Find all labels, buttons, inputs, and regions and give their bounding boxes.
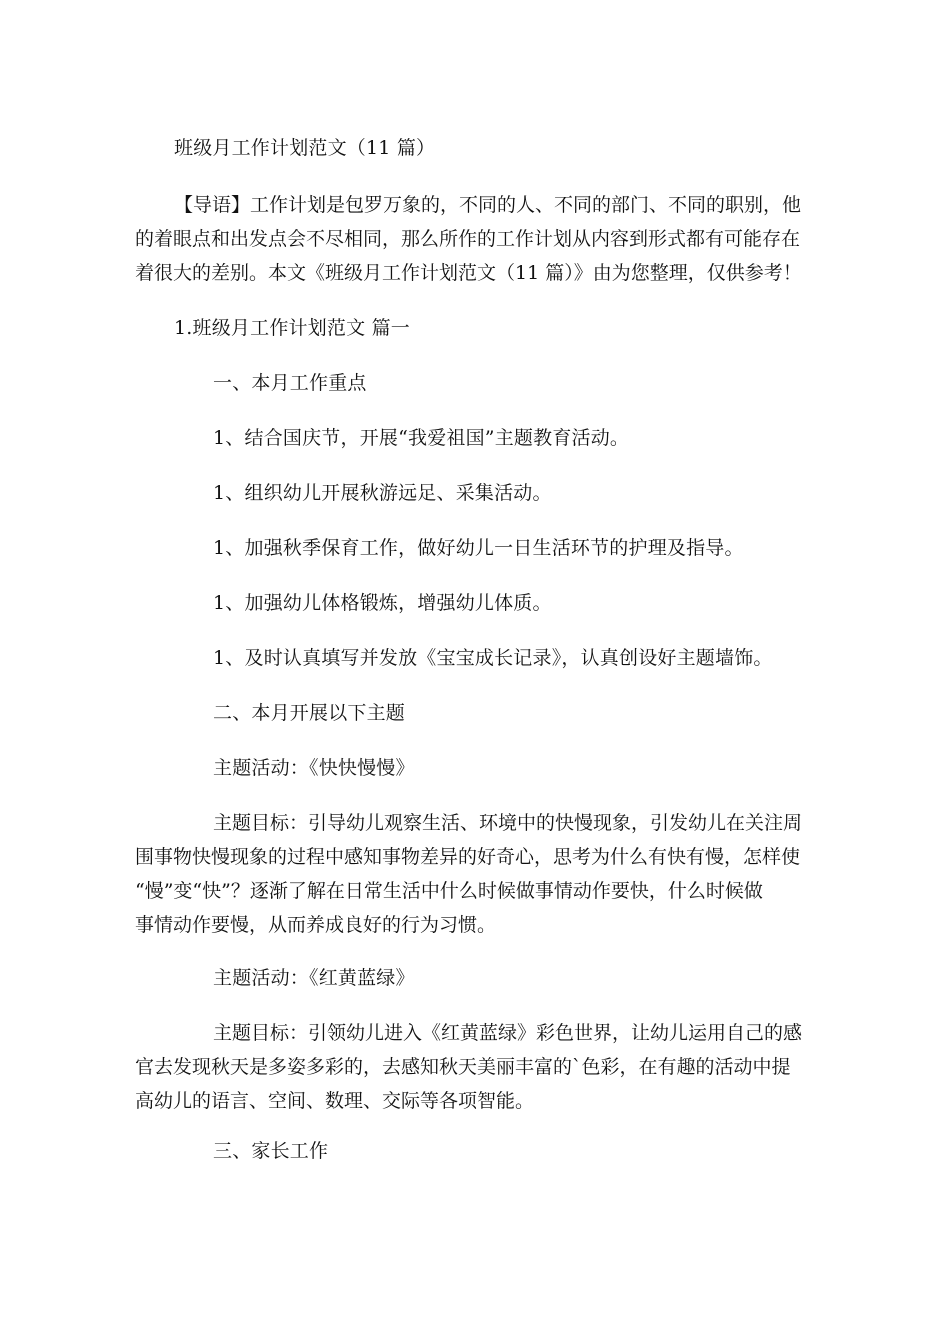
theme1-title: 主题活动：《快快慢慢》 — [213, 757, 415, 779]
list-item: 1、加强幼儿体格锻炼，增强幼儿体质。 — [213, 592, 552, 614]
theme2-goal-cont — [135, 1050, 791, 1118]
theme2-goal-line: 高幼儿的语言、空间、数理、交际等各项智能。 — [135, 1090, 535, 1112]
intro-line: 的着眼点和出发点会不尽相同，那么所作的工作计划从内容到形式都有可能存在 — [135, 228, 801, 250]
document-title: 班级月工作计划范文（11 篇） — [174, 137, 436, 159]
theme2-goal-line: 官去发现秋天是多姿多彩的，去感知秋天美丽丰富的`色彩，在有趣的活动中提 — [135, 1056, 791, 1078]
intro-paragraph — [174, 188, 801, 222]
theme2-goal — [213, 1016, 802, 1050]
part3-heading: 三、家长工作 — [213, 1140, 329, 1162]
theme1-goal-line: “慢”变“快”？逐渐了解在日常生活中什么时候做事情动作要快，什么时候做 — [135, 880, 763, 902]
part1-heading: 一、本月工作重点 — [213, 372, 367, 394]
list-item: 1、结合国庆节，开展“我爱祖国”主题教育活动。 — [213, 427, 630, 449]
theme1-goal-line: 围事物快慢现象的过程中感知事物差异的好奇心，思考为什么有快有慢，怎样使 — [135, 846, 801, 868]
list-item: 1、及时认真填写并发放《宝宝成长记录》，认真创设好主题墙饰。 — [213, 647, 773, 669]
intro-line: 【导语】工作计划是包罗万象的，不同的人、不同的部门、不同的职别，他 — [174, 194, 802, 216]
list-item: 1、组织幼儿开展秋游远足、采集活动。 — [213, 482, 552, 504]
theme1-goal-line: 主题目标：引导幼儿观察生活、环境中的快慢现象，引发幼儿在关注周 — [213, 812, 803, 834]
theme1-goal-line: 事情动作要慢，从而养成良好的行为习惯。 — [135, 914, 497, 936]
list-item: 1、加强秋季保育工作，做好幼儿一日生活环节的护理及指导。 — [213, 537, 744, 559]
intro-paragraph-cont — [135, 222, 802, 290]
section-heading: 1.班级月工作计划范文 篇一 — [174, 317, 410, 339]
theme1-goal-cont — [135, 840, 800, 942]
theme2-title: 主题活动：《红黄蓝绿》 — [213, 967, 415, 989]
theme2-goal-line: 主题目标：引领幼儿进入《红黄蓝绿》彩色世界，让幼儿运用自己的感 — [213, 1022, 803, 1044]
intro-line: 着很大的差别。本文《班级月工作计划范文（11 篇）》由为您整理，仅供参考！ — [135, 262, 802, 284]
part2-heading: 二、本月开展以下主题 — [213, 702, 406, 724]
theme1-goal — [213, 806, 802, 840]
